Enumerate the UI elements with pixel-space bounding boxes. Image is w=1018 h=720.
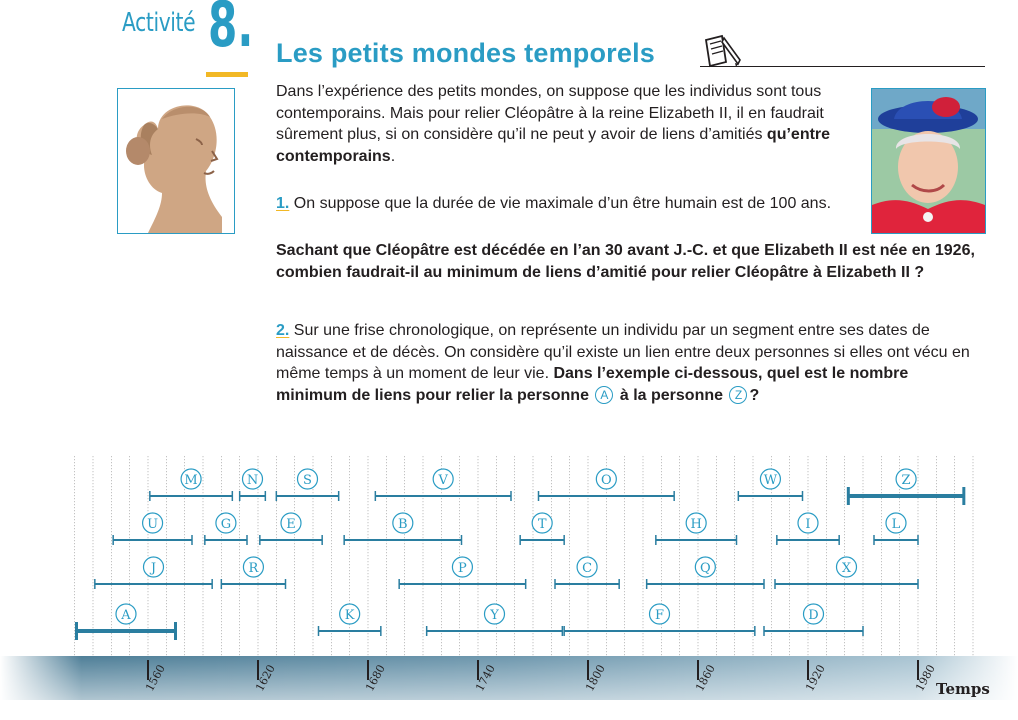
- person-label: Y: [490, 608, 499, 623]
- person-z-marker: Z: [729, 386, 747, 404]
- person-label: B: [398, 517, 408, 532]
- question-2-bold-end: ?: [749, 386, 760, 404]
- person-label: R: [248, 561, 259, 576]
- person-label: Z: [901, 473, 911, 488]
- person-h-segment: [656, 513, 737, 545]
- person-label: A: [121, 608, 131, 623]
- tick-label: 1800: [583, 662, 608, 694]
- person-label: T: [537, 517, 547, 532]
- cleopatra-bust-image: [117, 88, 235, 234]
- person-p-segment: [399, 557, 526, 589]
- person-g-segment: [205, 513, 247, 545]
- question-1: [276, 193, 856, 215]
- person-label: E: [286, 517, 296, 532]
- person-x-segment: [775, 557, 918, 589]
- person-label: S: [303, 473, 312, 488]
- question-1-bold: [276, 240, 976, 283]
- question-1-text: On suppose que la durée de vie maximale d’un être humain est de 100 ans.: [293, 195, 832, 212]
- timeline-segments: [77, 469, 964, 640]
- notebook-pencil-icon: [700, 32, 746, 68]
- person-z-segment: [848, 469, 964, 505]
- intro-paragraph: [276, 81, 856, 167]
- activity-label: Activité: [122, 8, 196, 38]
- tick-label: 1860: [693, 662, 718, 694]
- tick-label: 1680: [363, 662, 388, 694]
- queen-elizabeth-photo: [871, 88, 986, 234]
- person-label: X: [841, 561, 852, 576]
- person-c-segment: [555, 557, 619, 589]
- question-2-text: Sur une frise chronologique, on représente un individu par un segment entre ses dates de naissance et de décès. On considère qu’il existe un lien entre deux personnes si elles ont vécu en même temps à un moment de leur vie.: [276, 322, 970, 382]
- person-label: I: [805, 517, 811, 532]
- person-v-segment: [375, 469, 511, 501]
- person-m-segment: [150, 469, 233, 501]
- person-label: L: [891, 517, 901, 532]
- person-label: G: [220, 517, 232, 532]
- person-k-segment: [319, 604, 381, 636]
- timeline-frieze: [0, 448, 1018, 720]
- question-1-question: Sachant que Cléopâtre est décédée en l’an 30 avant J.-C. et que Elizabeth II est née en 1926, combien faudrait-il au minimum de liens d’amitié pour relier Cléopâtre à Elizabeth II ?: [276, 242, 975, 281]
- tick-label: 1560: [143, 662, 168, 694]
- person-label: O: [600, 473, 612, 488]
- question-2-bold-before: Dans l’exemple ci-dessous, quel est le nombre minimum de liens pour relier la personne: [276, 365, 909, 404]
- person-label: J: [150, 561, 157, 576]
- person-label: V: [438, 473, 448, 488]
- timeline-axis-label: Temps: [936, 680, 990, 698]
- person-u-segment: [113, 513, 192, 545]
- person-r-segment: [221, 557, 285, 589]
- person-label: F: [654, 608, 665, 623]
- person-label: H: [690, 517, 702, 532]
- question-2: [276, 320, 976, 406]
- tick-label: 1920: [803, 662, 828, 694]
- person-q-segment: [647, 557, 764, 589]
- person-label: K: [344, 608, 355, 623]
- question-2-bold-middle: à la personne: [619, 386, 724, 404]
- intro-bold: qu’entre contemporains: [276, 126, 831, 165]
- person-a-segment: [77, 604, 176, 640]
- tick-label: 1620: [253, 662, 278, 694]
- person-w-segment: [738, 469, 802, 501]
- tick-label: 1980: [913, 662, 938, 694]
- person-i-segment: [777, 513, 839, 545]
- person-f-segment: [564, 604, 755, 636]
- person-label: M: [184, 473, 198, 488]
- activity-underline: [206, 72, 248, 77]
- person-o-segment: [539, 469, 675, 501]
- person-a-marker: A: [595, 386, 613, 404]
- intro-end: .: [390, 147, 396, 165]
- person-label: Q: [699, 561, 711, 576]
- person-n-segment: [240, 469, 266, 501]
- tick-label: 1740: [473, 662, 498, 694]
- person-y-segment: [427, 604, 563, 636]
- person-label: D: [808, 608, 819, 623]
- person-l-segment: [874, 513, 918, 545]
- person-d-segment: [764, 604, 863, 636]
- question-1-number: 1.: [276, 195, 290, 212]
- person-s-segment: [276, 469, 338, 501]
- person-label: W: [763, 473, 778, 488]
- page-title: Les petits mondes temporels: [276, 38, 655, 68]
- person-b-segment: [344, 513, 461, 545]
- activity-number: 8.: [208, 0, 254, 61]
- person-t-segment: [520, 513, 564, 545]
- person-label: U: [147, 517, 159, 532]
- question-2-number: 2.: [276, 322, 290, 339]
- person-label: P: [458, 561, 467, 576]
- person-label: C: [582, 561, 593, 576]
- person-label: N: [246, 473, 259, 488]
- intro-text: Dans l’expérience des petits mondes, on suppose que les individus sont tous contemporains. Mais pour relier Cléopâtre à la reine Elizabeth II, il en faudrait sûrement plus, si on considère qu’il ne peut y avoir de liens d’amitiés: [276, 83, 824, 143]
- person-j-segment: [95, 557, 212, 589]
